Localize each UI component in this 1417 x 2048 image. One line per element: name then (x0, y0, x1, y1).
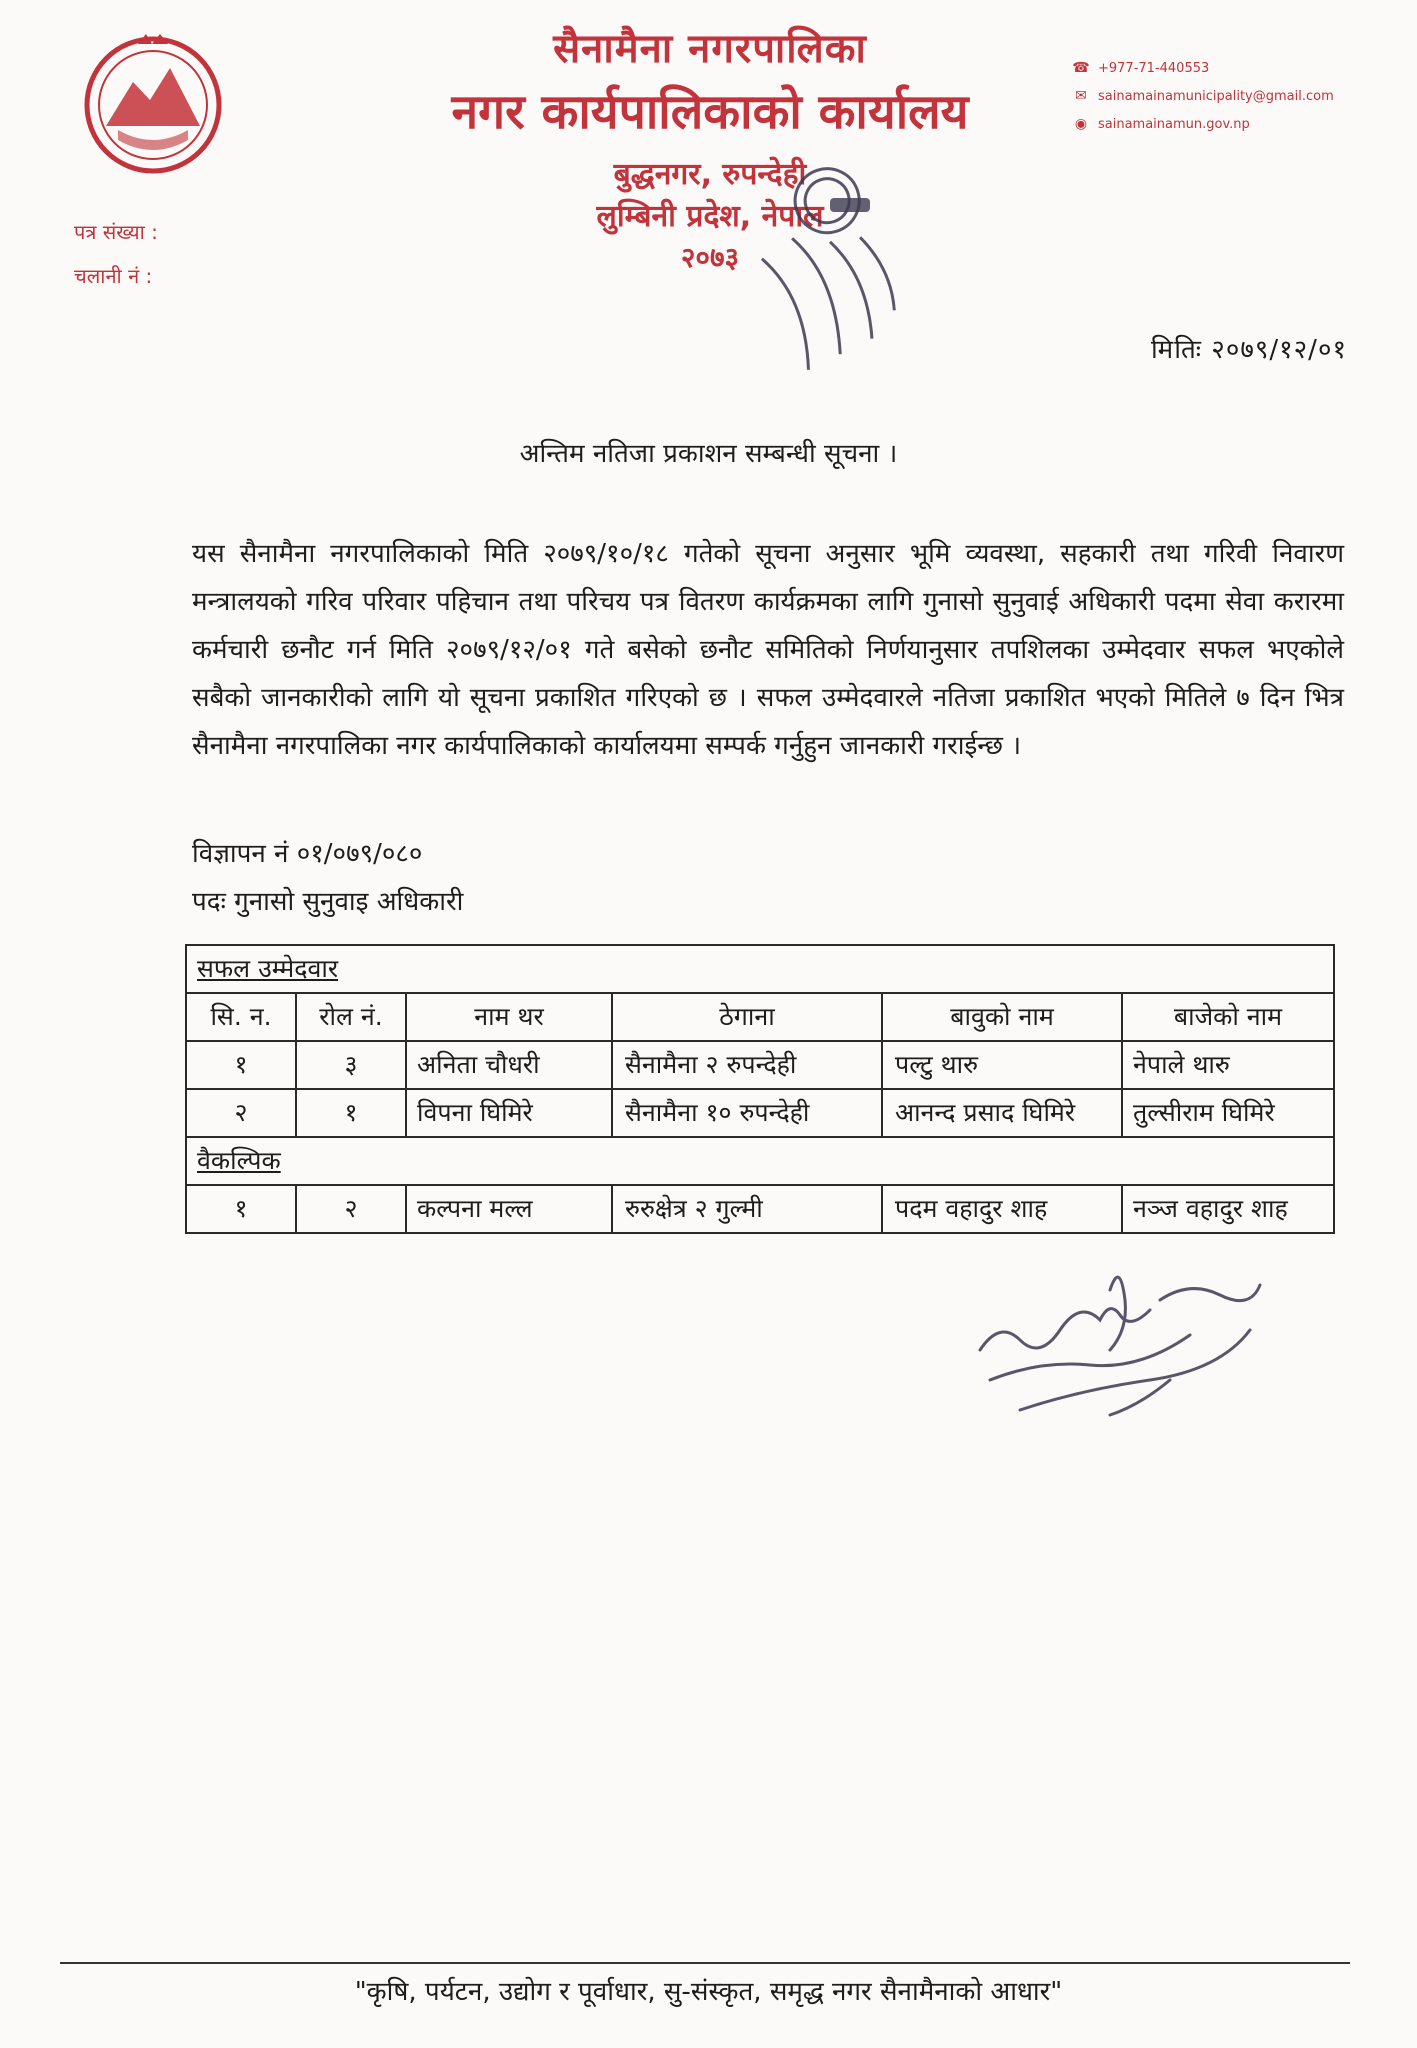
established-year: २०७३ (680, 241, 740, 274)
alternate-section-heading: वैकल्पिक (187, 1138, 1333, 1186)
cell-address: सैनामैना १० रुपन्देही (613, 1090, 883, 1136)
cell-father: पल्टु थारु (883, 1042, 1123, 1088)
contact-web (1072, 110, 1402, 138)
contact-email (1072, 82, 1402, 110)
cell-name: अनिता चौधरी (407, 1042, 613, 1088)
letter-reference (74, 210, 158, 298)
cell-roll: १ (297, 1090, 407, 1136)
cell-serial: १ (187, 1186, 297, 1232)
phone-number: +977-71-440553 (1098, 60, 1210, 76)
web-icon: ◉ (1074, 116, 1088, 132)
header-father: बावुको नाम (883, 994, 1123, 1040)
email-address: sainamainamunicipality@gmail.com (1098, 88, 1334, 104)
phone-icon: ☎ (1072, 60, 1090, 76)
header-name: नाम थर (407, 994, 613, 1040)
results-table (185, 944, 1335, 1234)
header-address: ठेगाना (613, 994, 883, 1040)
cell-address: सैनामैना २ रुपन्देही (613, 1042, 883, 1088)
notice-body: यस सैनामैना नगरपालिकाको मिति २०७९/१०/१८ गतेको सूचना अनुसार भूमि व्यवस्था, सहकारी तथा गरिवी निवारण मन्त्रालयको गरिव परिवार पहिचान तथा परिचय पत्र वितरण कार्यक्रमका लागि गुनासो सुनुवाई अधिकारी पदमा सेवा करारमा कर्मचारी छनौट गर्न मिति २०७९/१२/०१ गते बसेको छनौट समितिको निर्णयानुसार तपशिलका उम्मेदवार सफल भएकोले सबैको जानकारीको लागि यो सूचना प्रकाशित गरिएको छ । सफल उम्मेदवारले नतिजा प्रकाशित भएको मितिले ७ दिन भित्र सैनामैना नगरपालिका नगर कार्यपालिकाको कार्यालयमा सम्पर्क गर्नुहुन जानकारी गराईन्छ । (192, 539, 1344, 761)
cell-serial: २ (187, 1090, 297, 1136)
notice-subject: अन्तिम नतिजा प्रकाशन सम्बन्धी सूचना । (519, 439, 898, 469)
cell-address: रुरुक्षेत्र २ गुल्मी (613, 1186, 883, 1232)
cell-name: विपना घिमिरे (407, 1090, 613, 1136)
table-row (187, 1090, 1333, 1138)
table-row (187, 1042, 1333, 1090)
cell-serial: १ (187, 1042, 297, 1088)
website-address: sainamainamun.gov.np (1098, 116, 1250, 132)
cell-grandfather: तुल्सीराम घिमिरे (1133, 1098, 1275, 1127)
municipality-name: सैनामैना नगरपालिका (553, 26, 867, 72)
contact-phone (1072, 54, 1402, 82)
signature-icon (960, 1240, 1280, 1440)
header-roll: रोल नं. (297, 994, 407, 1040)
cell-roll: २ (297, 1186, 407, 1232)
letter-number-label: पत्र संख्या : (74, 220, 158, 244)
dispatch-number-label: चलानी नं : (74, 264, 153, 288)
footer-motto: "कृषि, पर्यटन, उद्योग र पूर्वाधार, सु-संस्कृत, समृद्ध नगर सैनामैनाको आधार" (354, 1977, 1063, 2007)
office-province: लुम्बिनी प्रदेश, नेपाल (596, 199, 824, 234)
footer-divider (60, 1962, 1350, 1964)
header-grandfather: बाजेको नाम (1173, 1002, 1283, 1031)
advertisement-number: विज्ञापन नं ०१/०७९/०८० (192, 839, 423, 869)
contact-info (1072, 54, 1402, 138)
email-icon: ✉ (1075, 88, 1087, 104)
cell-father: पदम वहादुर शाह (883, 1186, 1123, 1232)
letter-date: मितिः २०७९/१२/०१ (1150, 335, 1347, 365)
cell-roll: ३ (297, 1042, 407, 1088)
office-name: नगर कार्यपालिकाको कार्यालय (451, 84, 969, 140)
table-row (187, 1186, 1333, 1232)
cell-grandfather: नञ्ज वहादुर शाह (1133, 1194, 1288, 1223)
cell-name: कल्पना मल्ल (407, 1186, 613, 1232)
table-header-row (187, 994, 1333, 1042)
cell-father: आनन्द प्रसाद घिमिरे (883, 1090, 1123, 1136)
office-stamp-icon (710, 160, 940, 390)
office-address: बुद्धनगर, रुपन्देही (613, 157, 807, 192)
header-serial: सि. न. (187, 994, 297, 1040)
successful-section-heading: सफल उम्मेदवार (187, 946, 1333, 994)
nepal-emblem-icon (78, 30, 228, 180)
cell-grandfather: नेपाले थारु (1133, 1050, 1230, 1079)
post-title: पदः गुनासो सुनुवाइ अधिकारी (192, 887, 464, 917)
